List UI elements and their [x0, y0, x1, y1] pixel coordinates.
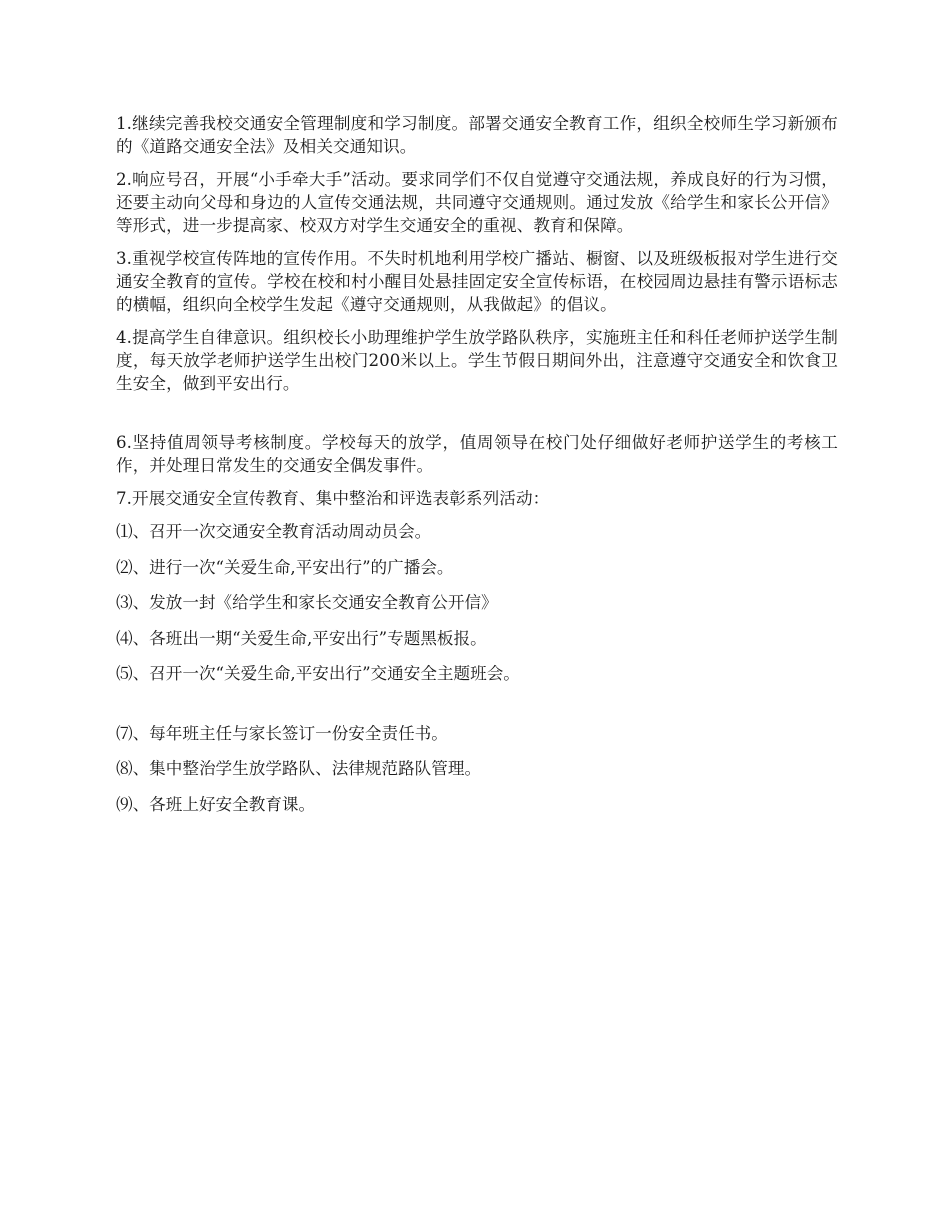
paragraph-4: 4.提高学生自律意识。组织校长小助理维护学生放学路队秩序，实施班主任和科任老师护送学生制度，每天放学老师护送学生出校门200米以上。学生节假日期间外出，注意遵守交通安全和饮食卫生安全，做到平安出行。: [116, 328, 838, 393]
paragraph-6: 6.坚持值周领导考核制度。学校每天的放学，值周领导在校门处仔细做好老师护送学生的考核工作，并处理日常发生的交通安全偶发事件。: [116, 433, 838, 475]
paragraph-3: 3.重视学校宣传阵地的宣传作用。不失时机地利用学校广播站、橱窗、以及班级板报对学生进行交通安全教育的宣传。学校在校和村小醒目处悬挂固定安全宣传标语，在校园周边悬挂有警示语标志的横幅，组织向全校学生发起《遵守交通规则，从我做起》的倡议。: [116, 249, 838, 314]
list-item-4: ⑷、各班出一期“关爱生命,平安出行”专题黑板报。: [116, 628, 487, 648]
list-item-7: ⑺、每年班主任与家长签订一份安全责任书。: [116, 723, 448, 743]
list-item-9: ⑼、各班上好安全教育课。: [116, 794, 316, 814]
paragraph-7: 7.开展交通安全宣传教育、集中整治和评选表彰系列活动：: [116, 489, 550, 508]
list-gap: [116, 698, 838, 722]
list-item-3: ⑶、发放一封《给学生和家长交通安全教育公开信》: [116, 593, 498, 612]
list-item-1: ⑴、召开一次交通安全教育活动周动员会。: [116, 522, 432, 541]
paragraph-2: 2.响应号召，开展“小手牵大手”活动。要求同学们不仅自觉遵守交通法规，养成良好的行为习惯，还要主动向父母和身边的人宣传交通法规，共同遵守交通规则。通过发放《给学生和家长公开信》等形式，进一步提高家、校双方对学生交通安全的重视、教育和保障。: [116, 170, 838, 235]
list-item-2: ⑵、进行一次“关爱生命,平安出行”的广播会。: [116, 557, 454, 577]
document-body: [116, 112, 838, 828]
list-item-8: ⑻、集中整治学生放学路队、法律规范路队管理。: [116, 759, 482, 778]
list-item-5: ⑸、召开一次“关爱生命,平安出行”交通安全主题班会。: [116, 664, 520, 683]
paragraph-gap: [116, 405, 838, 431]
paragraph-1: 1.继续完善我校交通安全管理制度和学习制度。部署交通安全教育工作，组织全校师生学习新颁布的《道路交通安全法》及相关交通知识。: [116, 114, 838, 156]
